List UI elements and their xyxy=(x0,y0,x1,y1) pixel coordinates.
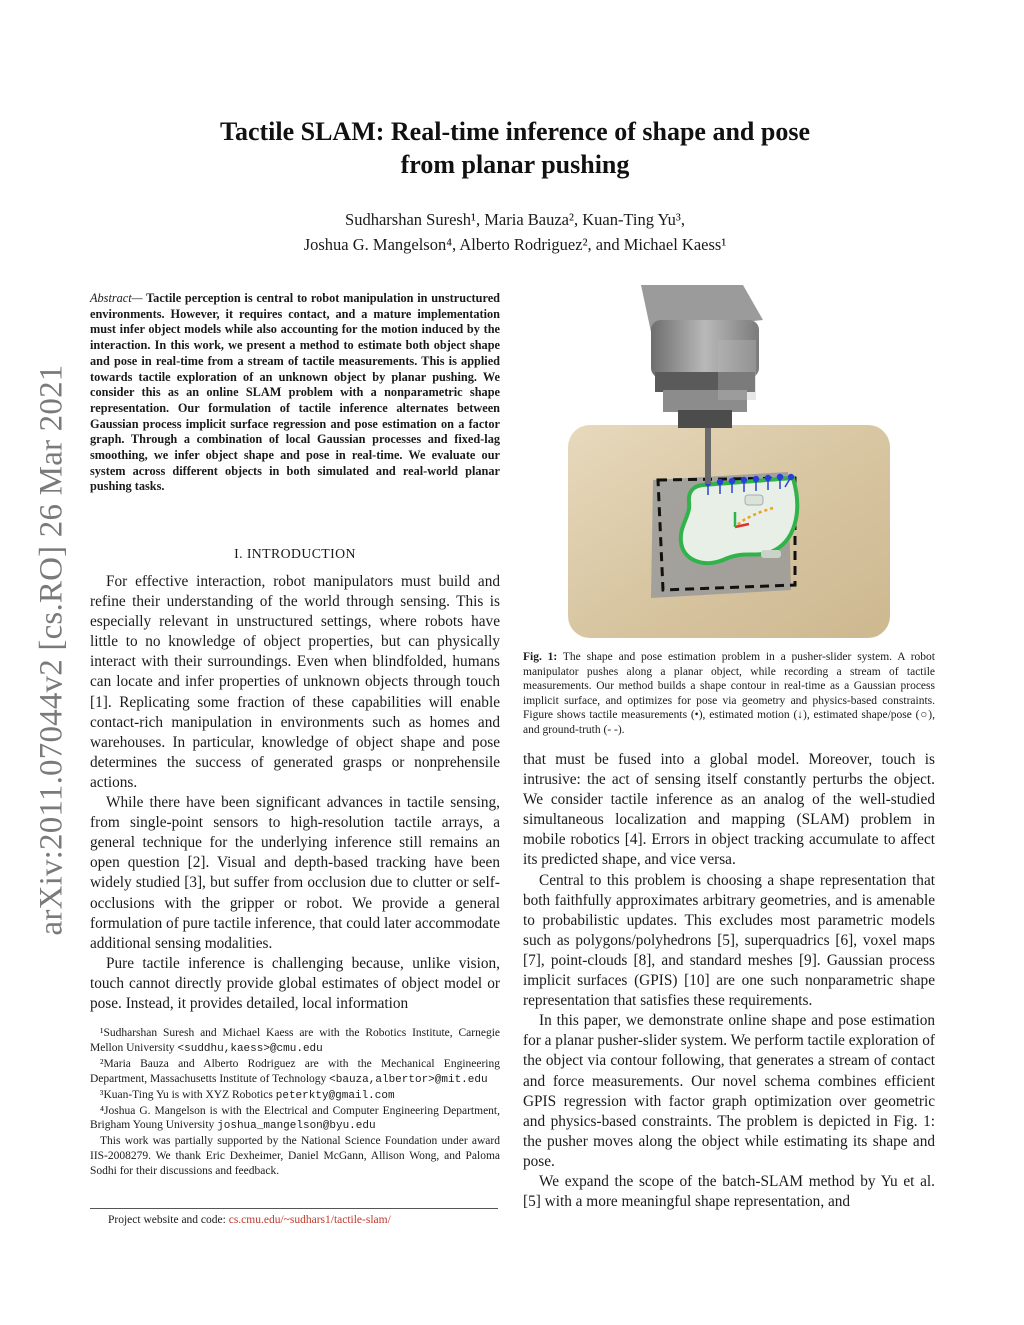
abstract xyxy=(90,291,500,495)
paper-title xyxy=(130,115,900,181)
abstract-label: Abstract— xyxy=(90,291,143,305)
footnotes xyxy=(90,1026,500,1179)
right-paragraph-1: that must be fused into a global model. Moreover, touch is intrusive: the act of sensing itself constantly perturbs the object. We consider tactile inference as an analog of the well-studied simultaneous localization and mapping (SLAM) problem in mobile robotics [4]. Errors in object tracking accumulate to affect its predicted shape, and vice versa. xyxy=(523,751,935,869)
left-column-body xyxy=(90,572,500,1014)
right-column-body xyxy=(523,750,935,1212)
authors-line-2: Joshua G. Mangelson⁴, Alberto Rodriguez², and Michael Kaess¹ xyxy=(303,235,727,254)
footnote-3-email: peterkty@gmail.com xyxy=(275,1089,395,1102)
footnote-4: ⁴Joshua G. Mangelson is with the Electrical and Computer Engineering Department, Brigham Young University joshua_mangelson@byu.edu xyxy=(90,1104,500,1133)
pusher-rod xyxy=(705,428,711,484)
website-link[interactable]: cs.cmu.edu/~sudhars1/tactile-slam/ xyxy=(228,1214,391,1226)
intro-paragraph-1: For effective interaction, robot manipulators must build and refine their understanding of the world through sensing. This is especially relevant in unstructured settings, where robots have little to no knowledge of object properties, but can physically interact with their surroundings. Even when blindfolded, humans can locate and infer properties of unknown objects through touch [1]. Replicating some fraction of these capabilities will enable contact-rich manipulation in environments such as homes and warehouses. In particular, knowledge of object shape and pose determines the success of generated grasps or nonprehensile actions. xyxy=(90,573,500,791)
author-list xyxy=(130,207,900,257)
arxiv-sidebar xyxy=(30,350,74,950)
abstract-text: Tactile perception is central to robot manipulation in unstructured environments. However, it requires contact, and a mature implementation must infer object models while also accounting for the motion induced by the interaction. In this work, we present a method to estimate both object shape and pose in real-time from a stream of tactile measurements. This is applied towards tactile exploration of an unknown object by planar pushing. We consider this as an online SLAM problem with a nonparametric shape representation. Our formulation of tactile inference alternates between Gaussian process implicit surface regression and pose estimation on a factor graph. Through a combination of local Gaussian processes and fixed-lag smoothing, we infer object shape and pose in real-time. We evaluate our system across different objects in both simulated and real-world planar pushing tasks. xyxy=(90,291,500,494)
figure-1-label: Fig. 1: xyxy=(523,651,558,663)
title-line-2: from planar pushing xyxy=(400,150,630,179)
footnote-1: ¹Sudharshan Suresh and Michael Kaess are with the Robotics Institute, Carnegie Mellon University <suddhu,kaess>@cmu.edu xyxy=(90,1027,500,1055)
right-paragraph-2: Central to this problem is choosing a shape representation that both faithfully approximates arbitrary geometries, and is amenable to probabilistic updates. This excludes most parametric models such as polygons/polyhedrons [5], superquadrics [6], voxel maps [7], point-clouds [8], and standard meshes [9]. Gaussian process implicit surfaces (GPIS) [10] are one such nonparametric shape representation that satisfies these requirements. xyxy=(523,871,935,1010)
section-heading-introduction: I. INTRODUCTION xyxy=(234,546,356,561)
right-paragraph-3: In this paper, we demonstrate online shape and pose estimation for a planar pusher-slider system. We perform tactile exploration of the object via contour following, that generates a stream of contact and force measurements. Our novel schema combines efficient GPIS regression with factor graph optimization over geometric and physics-based constraints. The problem is depicted in Fig. 1: the pusher moves along the object while estimating its shape and pose. xyxy=(523,1012,935,1170)
project-website-note xyxy=(108,1214,391,1226)
funding-note: This work was partially supported by the National Science Foundation under award IIS-2008279. We thank Eric Dexheimer, Daniel McGann, Allison Wong, and Paloma Sodhi for their discussions and feedback. xyxy=(90,1135,500,1178)
footnote-2-email: <bauza,albertor>@mit.edu xyxy=(329,1073,488,1086)
object-hole-1 xyxy=(745,495,763,505)
object-hole-2 xyxy=(761,550,781,558)
footnote-divider xyxy=(90,1208,498,1209)
intro-paragraph-3: Pure tactile inference is challenging because, unlike vision, touch cannot directly provide global estimates of object model or pose. Instead, it provides detailed, local information xyxy=(90,954,500,1012)
title-line-1: Tactile SLAM: Real-time inference of shape and pose xyxy=(219,117,810,146)
footnote-2: ²Maria Bauza and Alberto Rodriguez are with the Mechanical Engineering Department, Massachusetts Institute of Technology <bauza,albertor>@mit.edu xyxy=(90,1057,500,1086)
right-paragraph-4: We expand the scope of the batch-SLAM method by Yu et al. [5] with a more meaningful shape representation, and xyxy=(523,1172,935,1211)
arxiv-identifier: arXiv:2011.07044v2 [cs.RO] 26 Mar 2021 xyxy=(33,364,70,936)
footnote-4-email: joshua_mangelson@byu.edu xyxy=(217,1120,376,1133)
figure-1-image xyxy=(523,280,935,645)
figure-1-caption xyxy=(523,650,935,737)
figure-1-caption-text: The shape and pose estimation problem in a pusher-slider system. A robot manipulator pushes along a planar object, while recording a stream of tactile measurements. Our method builds a shape contour in real-time as a Gaussian process implicit surface, and optimizes for pose via geometry and physics-based constraints. Figure shows tactile measurements (•), estimated motion (↓), estimated shape/pose (○), and ground-truth (- -). xyxy=(523,651,935,736)
pusher-slider-illustration xyxy=(523,280,935,645)
intro-paragraph-2: While there have been significant advances in tactile sensing, from single-point sensors to high-resolution tactile arrays, a general technique for the underlying inference still remains an open question [2]. Visual and depth-based tracking have been widely studied [3], but suffer from occlusion due to clutter or self-occlusions with the gripper or robot. We provide a general formulation of pure tactile inference, that could later accommodate additional sensing modalities. xyxy=(90,794,500,952)
footnote-3: ³Kuan-Ting Yu is with XYZ Robotics peterkty@gmail.com xyxy=(100,1088,395,1102)
website-label: Project website and code: xyxy=(108,1214,229,1226)
footnote-1-email: <suddhu,kaess>@cmu.edu xyxy=(177,1042,323,1055)
authors-line-1: Sudharshan Suresh¹, Maria Bauza², Kuan-Ting Yu³, xyxy=(345,210,685,229)
